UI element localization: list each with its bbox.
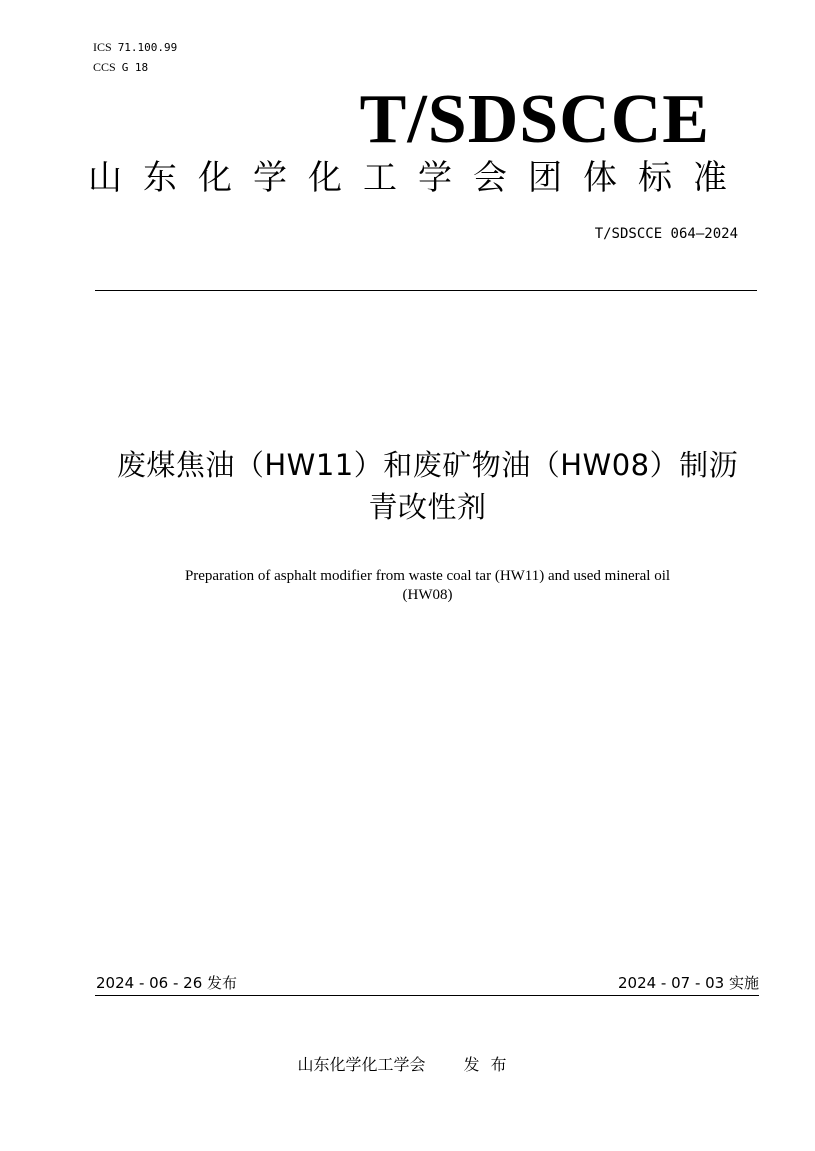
ccs-label: CCS [93, 60, 116, 74]
english-title [100, 567, 755, 605]
ics-code: 71.100.99 [117, 41, 178, 54]
organization-standard-heading: 山东化学化工学会团体标准 [88, 158, 748, 198]
english-title-line-2: (HW08) [402, 587, 453, 603]
ccs-line [93, 60, 148, 75]
chinese-title-line-2: 青改性剂 [368, 490, 487, 524]
publisher-name: 山东化学化工学会 [297, 1055, 426, 1074]
publish-date: 2024 - 06 - 26 发布 [96, 974, 238, 992]
english-title-line-1: Preparation of asphalt modifier from waste coal tar (HW11) and used mineral oil [184, 568, 671, 584]
chinese-title-line-1: 废煤焦油（HW11）和废矿物油（HW08）制沥 [116, 448, 739, 482]
footer-divider [95, 995, 759, 996]
chinese-title [60, 444, 795, 528]
standard-number: T/SDSCCE 064—2024 [594, 226, 738, 242]
header-divider [95, 290, 757, 291]
ics-line [93, 40, 177, 55]
standard-logo: T/SDSCCE [359, 81, 710, 158]
publisher-verb: 发布 [463, 1055, 518, 1074]
ics-label: ICS [93, 40, 112, 54]
ccs-code: G 18 [121, 61, 149, 74]
implementation-date: 2024 - 07 - 03 实施 [617, 974, 759, 992]
publisher-line [0, 1055, 815, 1075]
